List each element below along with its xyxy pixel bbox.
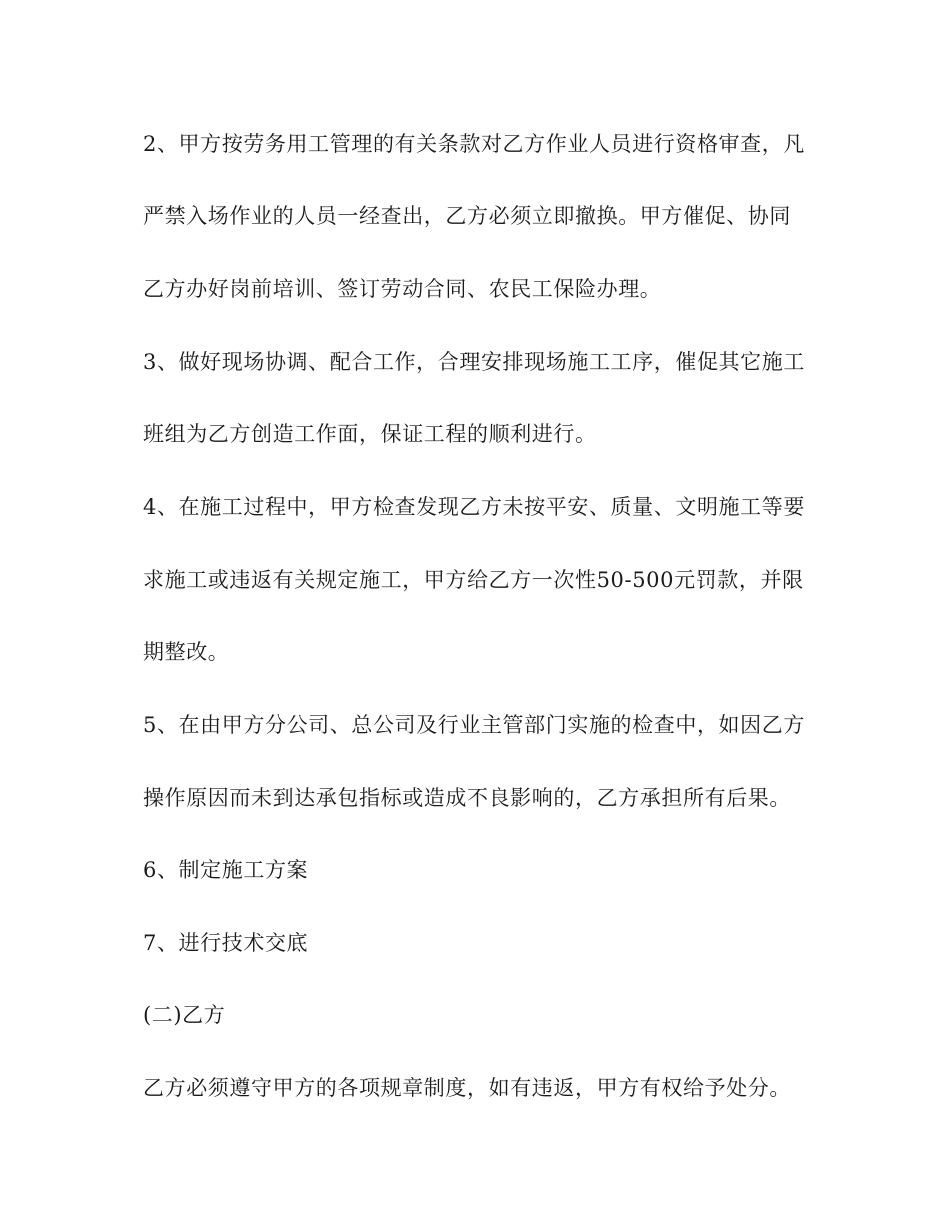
text-line: 求施工或违返有关规定施工，甲方给乙方一次性50-500元罚款，并限 xyxy=(143,568,804,592)
text-line: 班组为乙方创造工作面，保证工程的顺利进行。 xyxy=(143,422,597,446)
text-line: 3、做好现场协调、配合工作，合理安排现场施工工序，催促其它施工 xyxy=(143,350,805,374)
section-heading: (二)乙方 xyxy=(143,1003,226,1027)
text-line: 期整改。 xyxy=(143,640,230,664)
text-line: 2、甲方按劳务用工管理的有关条款对乙方作业人员进行资格审查，凡 xyxy=(143,132,805,156)
text-line: 7、进行技术交底 xyxy=(143,931,309,955)
text-line: 乙方必须遵守甲方的各项规章制度，如有违返，甲方有权给予处分。 xyxy=(143,1076,791,1100)
text-line: 操作原因而未到达承包指标或造成不良影响的，乙方承担所有后果。 xyxy=(143,786,791,810)
text-line: 乙方办好岗前培训、签订劳动合同、农民工保险办理。 xyxy=(143,277,662,301)
text-line: 6、制定施工方案 xyxy=(143,858,309,882)
text-line: 严禁入场作业的人员一经查出，乙方必须立即撤换。甲方催促、协同 xyxy=(143,204,791,228)
text-line: 5、在由甲方分公司、总公司及行业主管部门实施的检查中，如因乙方 xyxy=(143,713,805,737)
text-line: 4、在施工过程中，甲方检查发现乙方未按平安、质量、文明施工等要 xyxy=(143,495,805,519)
